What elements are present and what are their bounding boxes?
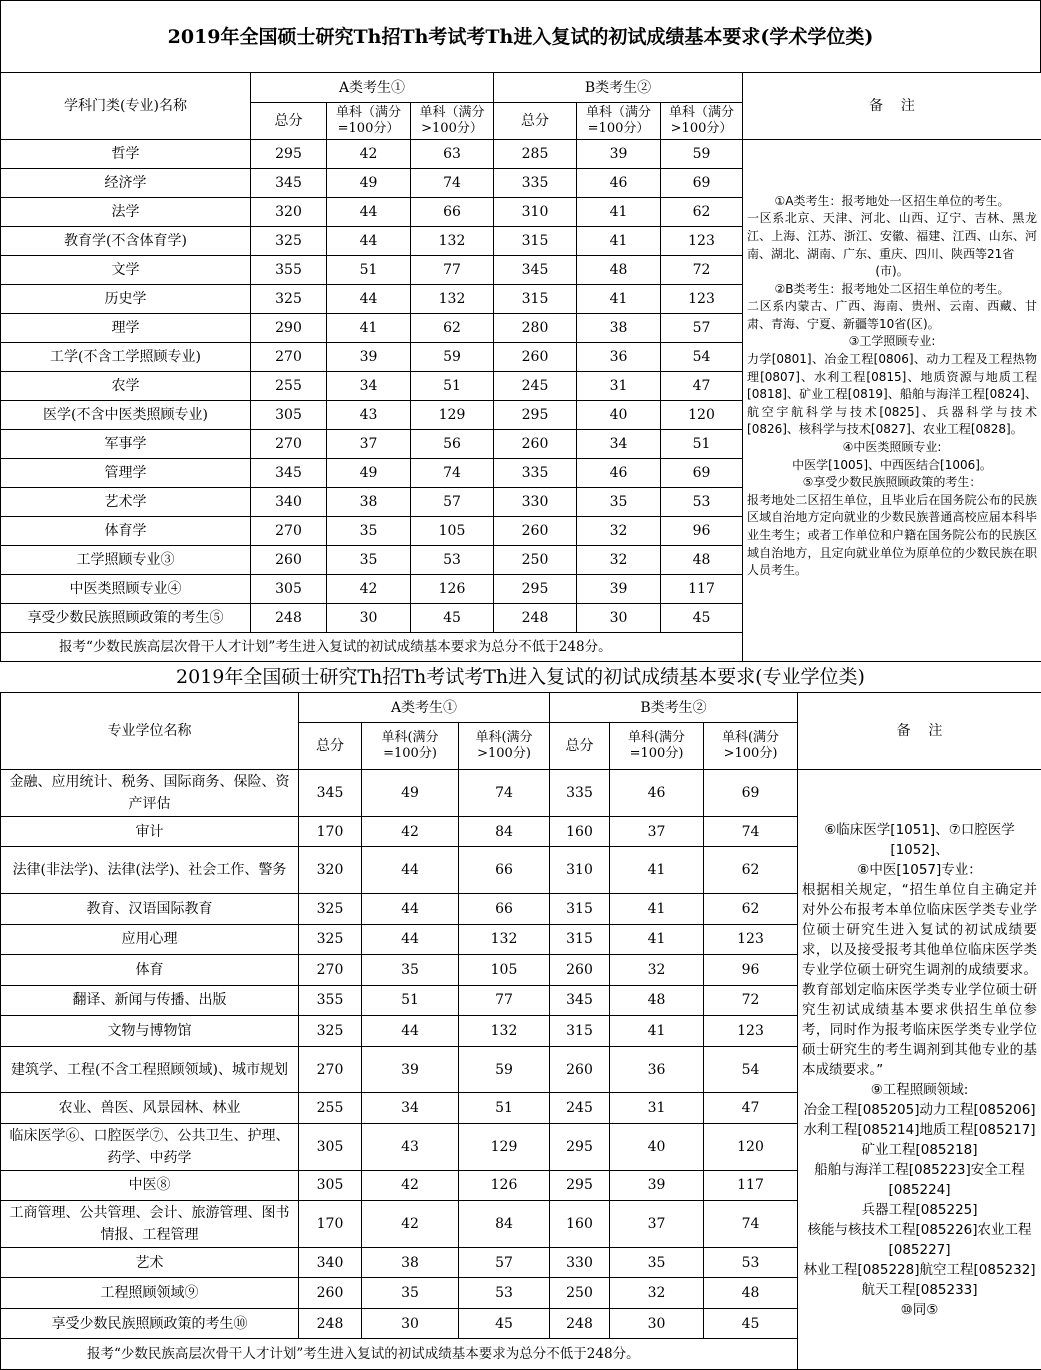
professional-row-name: 享受少数民族照顾政策的考生⑩ [1, 1308, 299, 1338]
professional-remark-header: 备 注 [798, 693, 1041, 770]
academic-b-singleover-header: 单科（满分>100分） [661, 103, 743, 140]
academic-b-single100-cell: 46 [577, 459, 661, 488]
professional-a-total-cell: 325 [299, 924, 362, 954]
academic-b-single100-cell: 30 [577, 604, 661, 633]
professional-b-singleover-cell: 72 [704, 985, 798, 1015]
academic-a-single100-cell: 49 [327, 459, 411, 488]
professional-b-total-cell: 160 [550, 1201, 610, 1248]
professional-a-singleover-cell: 53 [459, 1278, 550, 1308]
professional-notes [798, 770, 1041, 1370]
academic-a-singleover-cell: 57 [411, 488, 494, 517]
professional-a-single100-cell: 42 [362, 817, 459, 847]
academic-group-a-header: A类考生① [251, 73, 494, 103]
academic-note-line: ①A类考生：报考地处一区招生单位的考生。 [774, 193, 1010, 208]
academic-row-name: 中医类照顾专业④ [1, 575, 251, 604]
professional-b-singleover-header: 单科(满分>100分) [704, 723, 798, 770]
professional-a-single100-cell: 49 [362, 770, 459, 817]
professional-row-name: 法律(非法学)、法律(法学)、社会工作、警务 [1, 847, 299, 894]
academic-a-single100-cell: 37 [327, 430, 411, 459]
professional-b-singleover-cell: 47 [704, 1093, 798, 1123]
professional-note-line: 船舶与海洋工程[085223]安全工程[085224] [814, 1161, 1025, 1198]
professional-b-singleover-cell: 74 [704, 1201, 798, 1248]
academic-b-single100-cell: 41 [577, 227, 661, 256]
professional-a-singleover-cell: 57 [459, 1247, 550, 1277]
academic-b-single100-cell: 41 [577, 285, 661, 314]
academic-a-singleover-header: 单科（满分>100分） [411, 103, 494, 140]
academic-b-total-cell: 260 [494, 430, 577, 459]
professional-b-total-cell: 315 [550, 924, 610, 954]
professional-b-single100-cell: 37 [610, 817, 704, 847]
academic-b-total-header: 总分 [494, 103, 577, 140]
academic-a-single100-cell: 41 [327, 314, 411, 343]
academic-a-single100-cell: 39 [327, 343, 411, 372]
academic-b-total-cell: 330 [494, 488, 577, 517]
academic-table [0, 72, 1041, 662]
professional-a-singleover-cell: 59 [459, 1046, 550, 1093]
academic-b-total-cell: 260 [494, 517, 577, 546]
professional-a-singleover-cell: 51 [459, 1093, 550, 1123]
professional-b-total-header: 总分 [550, 723, 610, 770]
professional-a-total-cell: 325 [299, 894, 362, 924]
academic-a-single100-cell: 42 [327, 575, 411, 604]
professional-a-single100-header: 单科(满分=100分) [362, 723, 459, 770]
academic-b-singleover-cell: 123 [661, 227, 743, 256]
academic-b-singleover-cell: 45 [661, 604, 743, 633]
professional-a-single100-cell: 34 [362, 1093, 459, 1123]
professional-b-singleover-cell: 62 [704, 894, 798, 924]
professional-row-name: 教育、汉语国际教育 [1, 894, 299, 924]
academic-row-name: 艺术学 [1, 488, 251, 517]
academic-row-name: 经济学 [1, 169, 251, 198]
professional-a-single100-cell: 44 [362, 894, 459, 924]
professional-b-single100-cell: 41 [610, 847, 704, 894]
professional-row-name: 艺术 [1, 1247, 299, 1277]
professional-a-total-header: 总分 [299, 723, 362, 770]
academic-a-singleover-cell: 132 [411, 227, 494, 256]
professional-b-total-cell: 345 [550, 985, 610, 1015]
academic-a-single100-cell: 51 [327, 256, 411, 285]
academic-title: 2019年全国硕士研究Th招Th考试考Th进入复试的初试成绩基本要求(学术学位类) [0, 0, 1041, 73]
professional-a-total-cell: 260 [299, 1278, 362, 1308]
professional-b-singleover-cell: 117 [704, 1170, 798, 1200]
professional-row-name: 临床医学⑥、口腔医学⑦、公共卫生、护理、药学、中药学 [1, 1123, 299, 1170]
academic-row-name: 文学 [1, 256, 251, 285]
professional-note-line: 林业工程[085228]航空工程[085232]航天工程[085233] [803, 1261, 1036, 1298]
academic-b-total-cell: 280 [494, 314, 577, 343]
professional-b-single100-cell: 39 [610, 1170, 704, 1200]
professional-a-single100-cell: 43 [362, 1123, 459, 1170]
academic-a-total-cell: 270 [251, 517, 327, 546]
academic-footer-blank [743, 633, 1041, 662]
academic-a-total-cell: 355 [251, 256, 327, 285]
academic-b-singleover-cell: 59 [661, 140, 743, 169]
professional-row [1, 770, 1041, 817]
academic-b-single100-cell: 38 [577, 314, 661, 343]
academic-b-single100-cell: 39 [577, 140, 661, 169]
professional-a-total-cell: 345 [299, 770, 362, 817]
professional-b-singleover-cell: 45 [704, 1308, 798, 1338]
professional-b-total-cell: 315 [550, 894, 610, 924]
academic-a-singleover-cell: 66 [411, 198, 494, 227]
professional-row-name: 中医⑧ [1, 1170, 299, 1200]
professional-a-singleover-cell: 74 [459, 770, 550, 817]
professional-a-total-cell: 170 [299, 817, 362, 847]
professional-group-a-header: A类考生① [299, 693, 550, 723]
professional-b-singleover-cell: 54 [704, 1046, 798, 1093]
academic-row-name: 军事学 [1, 430, 251, 459]
professional-a-singleover-cell: 84 [459, 1201, 550, 1248]
academic-a-total-cell: 255 [251, 372, 327, 401]
academic-b-singleover-cell: 53 [661, 488, 743, 517]
academic-row-name: 农学 [1, 372, 251, 401]
professional-b-single100-cell: 31 [610, 1093, 704, 1123]
professional-a-single100-cell: 39 [362, 1046, 459, 1093]
academic-b-single100-cell: 46 [577, 169, 661, 198]
professional-b-single100-cell: 30 [610, 1308, 704, 1338]
professional-b-single100-cell: 37 [610, 1201, 704, 1248]
academic-a-single100-cell: 35 [327, 546, 411, 575]
professional-a-total-cell: 270 [299, 1046, 362, 1093]
academic-a-singleover-cell: 51 [411, 372, 494, 401]
academic-b-singleover-cell: 48 [661, 546, 743, 575]
academic-note-line: ②B类考生：报考地处二区招生单位的考生。 [774, 281, 1010, 296]
academic-b-total-cell: 310 [494, 198, 577, 227]
professional-a-single100-cell: 38 [362, 1247, 459, 1277]
professional-a-single100-cell: 35 [362, 955, 459, 985]
academic-footer: 报考“少数民族高层次骨干人才计划”考生进入复试的初试成绩基本要求为总分不低于248分。 [1, 633, 743, 662]
professional-b-singleover-cell: 123 [704, 1016, 798, 1046]
professional-row-name: 建筑学、工程(不含工程照顾领域)、城市规划 [1, 1046, 299, 1093]
academic-a-total-header: 总分 [251, 103, 327, 140]
professional-b-singleover-cell: 96 [704, 955, 798, 985]
professional-a-single100-cell: 42 [362, 1201, 459, 1248]
professional-a-singleover-cell: 129 [459, 1123, 550, 1170]
academic-a-single100-cell: 49 [327, 169, 411, 198]
professional-a-total-cell: 255 [299, 1093, 362, 1123]
professional-b-singleover-cell: 74 [704, 817, 798, 847]
academic-row-name: 享受少数民族照顾政策的考生⑤ [1, 604, 251, 633]
academic-b-single100-cell: 31 [577, 372, 661, 401]
academic-b-total-cell: 335 [494, 169, 577, 198]
academic-b-total-cell: 245 [494, 372, 577, 401]
academic-row-name: 历史学 [1, 285, 251, 314]
academic-a-total-cell: 325 [251, 285, 327, 314]
professional-a-total-cell: 355 [299, 985, 362, 1015]
academic-note-line: (市)。 [875, 264, 909, 279]
academic-a-total-cell: 295 [251, 140, 327, 169]
professional-note-line: 核能与核技术工程[085226]农业工程[085227] [807, 1221, 1032, 1258]
professional-b-single100-cell: 41 [610, 894, 704, 924]
professional-a-single100-cell: 35 [362, 1278, 459, 1308]
professional-a-singleover-cell: 45 [459, 1308, 550, 1338]
professional-note-line: 冶金工程[085205]动力工程[085206]水利工程[085214]地质工程[085217]矿业工程[085218] [803, 1101, 1036, 1158]
professional-b-total-cell: 335 [550, 770, 610, 817]
academic-a-total-cell: 320 [251, 198, 327, 227]
academic-b-singleover-cell: 57 [661, 314, 743, 343]
professional-row-name: 工程照顾领域⑨ [1, 1278, 299, 1308]
academic-b-single100-cell: 40 [577, 401, 661, 430]
professional-a-single100-cell: 44 [362, 924, 459, 954]
professional-b-total-cell: 260 [550, 955, 610, 985]
professional-a-singleover-header: 单科(满分>100分) [459, 723, 550, 770]
professional-note-line: ⑥临床医学[1051]、⑦口腔医学[1052]、 [824, 821, 1015, 858]
academic-a-total-cell: 305 [251, 575, 327, 604]
academic-b-total-cell: 250 [494, 546, 577, 575]
academic-b-total-cell: 285 [494, 140, 577, 169]
academic-b-single100-cell: 39 [577, 575, 661, 604]
academic-a-singleover-cell: 132 [411, 285, 494, 314]
academic-note-line: 中医学[1005]、中西医结合[1006]。 [792, 457, 992, 472]
professional-a-single100-cell: 44 [362, 1016, 459, 1046]
professional-b-total-cell: 260 [550, 1046, 610, 1093]
academic-note-line: ⑤享受少数民族照顾政策的考生： [802, 475, 982, 490]
academic-a-single100-cell: 43 [327, 401, 411, 430]
academic-a-singleover-cell: 77 [411, 256, 494, 285]
professional-row-name: 应用心理 [1, 924, 299, 954]
academic-a-singleover-cell: 56 [411, 430, 494, 459]
professional-degree-header: 专业学位名称 [1, 693, 299, 770]
academic-a-single100-cell: 44 [327, 227, 411, 256]
academic-a-singleover-cell: 45 [411, 604, 494, 633]
academic-remark-header: 备 注 [743, 73, 1041, 140]
professional-a-total-cell: 248 [299, 1308, 362, 1338]
professional-a-singleover-cell: 84 [459, 817, 550, 847]
professional-b-singleover-cell: 62 [704, 847, 798, 894]
academic-row-name: 工学(不含工学照顾专业) [1, 343, 251, 372]
academic-b-singleover-cell: 62 [661, 198, 743, 227]
professional-b-singleover-cell: 48 [704, 1278, 798, 1308]
academic-b-singleover-cell: 96 [661, 517, 743, 546]
academic-b-singleover-cell: 47 [661, 372, 743, 401]
professional-a-total-cell: 325 [299, 1016, 362, 1046]
professional-a-total-cell: 305 [299, 1170, 362, 1200]
professional-a-total-cell: 305 [299, 1123, 362, 1170]
academic-row-name: 管理学 [1, 459, 251, 488]
professional-b-single100-cell: 32 [610, 1278, 704, 1308]
professional-note-line: 兵器工程[085225] [861, 1201, 978, 1218]
academic-note-line: 一区系北京、天津、河北、山西、辽宁、吉林、黑龙江、上海、江苏、浙江、安徽、福建、江西、山东、河南、湖北、湖南、广东、重庆、四川、陕西等21省 [747, 211, 1038, 261]
professional-b-single100-cell: 46 [610, 770, 704, 817]
academic-a-total-cell: 345 [251, 459, 327, 488]
professional-a-single100-cell: 51 [362, 985, 459, 1015]
professional-row-name: 工商管理、公共管理、会计、旅游管理、图书情报、工程管理 [1, 1201, 299, 1248]
academic-b-single100-cell: 32 [577, 546, 661, 575]
professional-b-single100-cell: 48 [610, 985, 704, 1015]
academic-a-single100-cell: 44 [327, 198, 411, 227]
academic-note-line: 报考地处二区招生单位，且毕业后在国务院公布的民族区域自治地方定向就业的少数民族普通高校应届本科毕业生考生；或者工作单位和户籍在国务院公布的民族区域自治地方，且定向就业单位为原单位的少数民族在职人员考生。 [747, 492, 1038, 578]
academic-a-total-cell: 290 [251, 314, 327, 343]
professional-row-name: 翻译、新闻与传播、出版 [1, 985, 299, 1015]
professional-table [0, 692, 1041, 1370]
academic-b-singleover-cell: 117 [661, 575, 743, 604]
professional-note-line: 根据相关规定，“招生单位自主确定并对外公布报考本单位临床医学类专业学位硕士研究生进入复试的初试成绩要求，以及接受报考其他单位临床医学类专业学位硕士研究生调剂的成绩要求。教育部划定临床医学类专业学位硕士研究生初试成绩基本要求供招生单位参考，同时作为报考临床医学类专业学位硕士研究生的考生调剂到其他专业的基本成绩要求。” [802, 881, 1038, 1078]
professional-b-total-cell: 248 [550, 1308, 610, 1338]
professional-b-single100-cell: 36 [610, 1046, 704, 1093]
academic-discipline-header: 学科门类(专业)名称 [1, 73, 251, 140]
academic-a-singleover-cell: 105 [411, 517, 494, 546]
academic-a-singleover-cell: 53 [411, 546, 494, 575]
professional-note-line: ⑨工程照顾领域: [870, 1081, 969, 1098]
academic-row-name: 医学(不含中医类照顾专业) [1, 401, 251, 430]
academic-b-singleover-cell: 69 [661, 169, 743, 198]
academic-row-name: 体育学 [1, 517, 251, 546]
academic-a-total-cell: 260 [251, 546, 327, 575]
academic-b-total-cell: 345 [494, 256, 577, 285]
academic-note-line: ④中医类照顾专业: [842, 440, 942, 455]
academic-row-name: 理学 [1, 314, 251, 343]
academic-row [1, 140, 1041, 169]
academic-b-singleover-cell: 51 [661, 430, 743, 459]
professional-b-total-cell: 250 [550, 1278, 610, 1308]
academic-a-total-cell: 270 [251, 343, 327, 372]
professional-group-b-header: B类考生② [550, 693, 798, 723]
professional-a-singleover-cell: 126 [459, 1170, 550, 1200]
academic-a-singleover-cell: 126 [411, 575, 494, 604]
academic-b-singleover-cell: 54 [661, 343, 743, 372]
professional-a-singleover-cell: 132 [459, 1016, 550, 1046]
professional-a-total-cell: 270 [299, 955, 362, 985]
academic-footer-row [1, 633, 1041, 662]
professional-b-singleover-cell: 120 [704, 1123, 798, 1170]
academic-b-single100-cell: 41 [577, 198, 661, 227]
academic-b-single100-cell: 34 [577, 430, 661, 459]
professional-row-name: 农业、兽医、风景园林、林业 [1, 1093, 299, 1123]
academic-a-singleover-cell: 129 [411, 401, 494, 430]
academic-row-name: 工学照顾专业③ [1, 546, 251, 575]
professional-a-single100-cell: 44 [362, 847, 459, 894]
professional-b-singleover-cell: 123 [704, 924, 798, 954]
professional-a-singleover-cell: 132 [459, 924, 550, 954]
professional-a-singleover-cell: 66 [459, 847, 550, 894]
academic-a-singleover-cell: 59 [411, 343, 494, 372]
academic-b-total-cell: 315 [494, 227, 577, 256]
professional-b-total-cell: 245 [550, 1093, 610, 1123]
professional-a-singleover-cell: 66 [459, 894, 550, 924]
professional-a-single100-cell: 30 [362, 1308, 459, 1338]
academic-a-total-cell: 340 [251, 488, 327, 517]
academic-a-singleover-cell: 74 [411, 169, 494, 198]
professional-b-singleover-cell: 69 [704, 770, 798, 817]
academic-a-single100-cell: 44 [327, 285, 411, 314]
academic-row-name: 法学 [1, 198, 251, 227]
academic-b-total-cell: 295 [494, 575, 577, 604]
academic-b-total-cell: 260 [494, 343, 577, 372]
academic-note-line: ③工学照顾专业: [848, 334, 936, 349]
academic-b-single100-header: 单科（满分=100分） [577, 103, 661, 140]
professional-a-total-cell: 320 [299, 847, 362, 894]
professional-b-total-cell: 160 [550, 817, 610, 847]
professional-a-total-cell: 340 [299, 1247, 362, 1277]
academic-a-total-cell: 325 [251, 227, 327, 256]
academic-note-line: 二区系内蒙古、广西、海南、贵州、云南、西藏、甘肃、青海、宁夏、新疆等10省(区)。 [747, 299, 1038, 331]
academic-a-single100-cell: 38 [327, 488, 411, 517]
professional-b-single100-cell: 41 [610, 924, 704, 954]
professional-a-singleover-cell: 77 [459, 985, 550, 1015]
academic-a-total-cell: 345 [251, 169, 327, 198]
professional-a-singleover-cell: 105 [459, 955, 550, 985]
academic-a-singleover-cell: 74 [411, 459, 494, 488]
professional-b-singleover-cell: 53 [704, 1247, 798, 1277]
academic-b-single100-cell: 32 [577, 517, 661, 546]
professional-b-single100-cell: 35 [610, 1247, 704, 1277]
academic-a-single100-cell: 34 [327, 372, 411, 401]
academic-a-single100-cell: 35 [327, 517, 411, 546]
professional-b-single100-header: 单科(满分=100分) [610, 723, 704, 770]
professional-a-single100-cell: 42 [362, 1170, 459, 1200]
academic-group-b-header: B类考生② [494, 73, 743, 103]
professional-b-total-cell: 295 [550, 1123, 610, 1170]
professional-row-name: 审计 [1, 817, 299, 847]
academic-row-name: 哲学 [1, 140, 251, 169]
professional-a-total-cell: 170 [299, 1201, 362, 1248]
professional-title: 2019年全国硕士研究Th招Th考试考Th进入复试的初试成绩基本要求(专业学位类) [176, 666, 865, 688]
academic-b-singleover-cell: 120 [661, 401, 743, 430]
academic-a-single100-header: 单科（满分=100分） [327, 103, 411, 140]
academic-a-total-cell: 270 [251, 430, 327, 459]
academic-b-total-cell: 295 [494, 401, 577, 430]
academic-b-singleover-cell: 69 [661, 459, 743, 488]
academic-b-single100-cell: 48 [577, 256, 661, 285]
academic-row-name: 教育学(不含体育学) [1, 227, 251, 256]
academic-a-single100-cell: 30 [327, 604, 411, 633]
professional-note-line: ⑧中医[1057]专业： [857, 861, 982, 878]
academic-b-singleover-cell: 72 [661, 256, 743, 285]
professional-b-total-cell: 315 [550, 1016, 610, 1046]
academic-b-total-cell: 335 [494, 459, 577, 488]
professional-row-name: 金融、应用统计、税务、国际商务、保险、资产评估 [1, 770, 299, 817]
professional-b-total-cell: 295 [550, 1170, 610, 1200]
academic-a-singleover-cell: 62 [411, 314, 494, 343]
academic-b-total-cell: 315 [494, 285, 577, 314]
professional-row-name: 体育 [1, 955, 299, 985]
professional-b-single100-cell: 32 [610, 955, 704, 985]
professional-footer: 报考“少数民族高层次骨干人才计划”考生进入复试的初试成绩基本要求为总分不低于248分。 [1, 1339, 798, 1370]
professional-row-name: 文物与博物馆 [1, 1016, 299, 1046]
academic-b-single100-cell: 36 [577, 343, 661, 372]
professional-b-total-cell: 330 [550, 1247, 610, 1277]
academic-b-total-cell: 248 [494, 604, 577, 633]
academic-note-line: 力学[0801]、冶金工程[0806]、动力工程及工程热物理[0807]、水利工程[0815]、地质资源与地质工程 [0818]、矿业工程[0819]、船舶与海洋工程[0824]、航空宇航科学与技术[0825]、兵器科学与技术[0826]、核科学与技术[0827]、农业工程[0828]。 [747, 352, 1038, 437]
academic-a-single100-cell: 42 [327, 140, 411, 169]
professional-b-single100-cell: 40 [610, 1123, 704, 1170]
academic-a-total-cell: 305 [251, 401, 327, 430]
professional-note-line: ⑩同⑤ [900, 1301, 939, 1318]
academic-a-singleover-cell: 63 [411, 140, 494, 169]
professional-b-single100-cell: 41 [610, 1016, 704, 1046]
academic-notes [743, 140, 1041, 633]
academic-a-total-cell: 248 [251, 604, 327, 633]
academic-b-singleover-cell: 123 [661, 285, 743, 314]
professional-b-total-cell: 310 [550, 847, 610, 894]
academic-b-single100-cell: 35 [577, 488, 661, 517]
